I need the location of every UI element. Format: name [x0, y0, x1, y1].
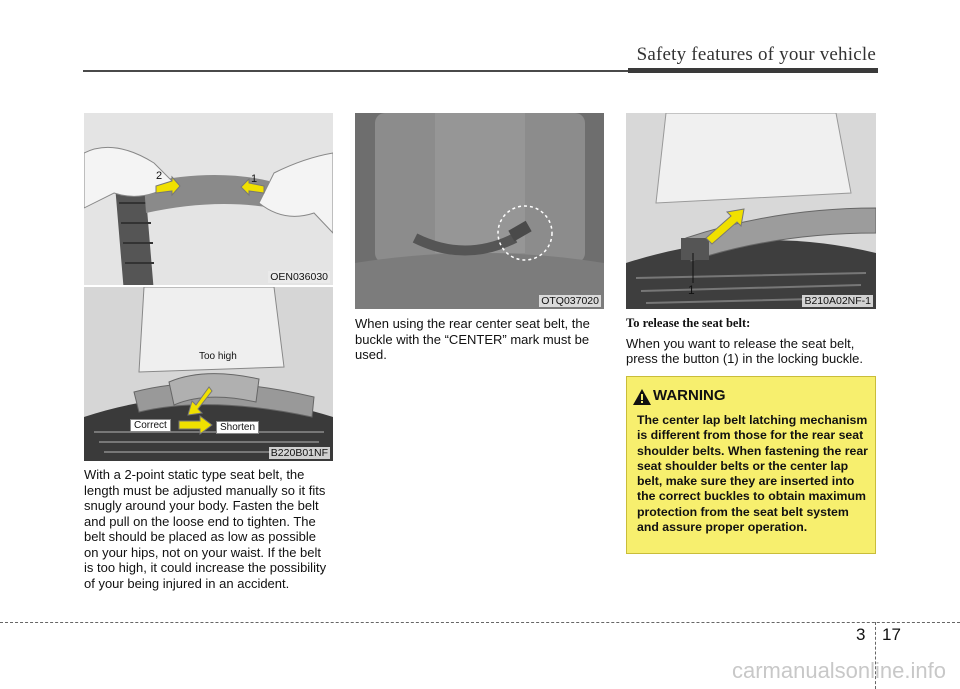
col1-text [84, 467, 334, 591]
warning-text: The center lap belt latching mechanism is different from those for the rear seat shoulder belts. When fastening the rear seat shoulder belts or the center lap belt, make sure they are inserted into the correct buckles to obtain maximum protection from the seat belt system and assure proper operation. [637, 413, 868, 535]
callout-1: 1 [251, 173, 258, 185]
figure-buckle-adjust [84, 113, 333, 285]
page-number: 17 [882, 625, 901, 644]
header-title: Safety features of your vehicle [636, 44, 876, 65]
col1-paragraph: With a 2-point static type seat belt, the length must be adjusted manually so it fits snugly around your body. Fasten the belt and pull on the loose end to tighten. The belt should be placed as low as possible on your hips, not on your waist. If the belt is too high, it could increase the possibility of your being injured in an accident. [84, 467, 327, 591]
rear-seat-illustration [355, 113, 604, 309]
belt-adjust-illustration [84, 113, 333, 285]
figure-code: B210A02NF-1 [804, 295, 871, 307]
col3-paragraph: When you want to release the seat belt, press the button (1) in the locking buckle. [626, 335, 864, 366]
chapter-number: 3 [856, 625, 866, 644]
header-rule-accent [628, 68, 878, 73]
col3-text [626, 316, 877, 367]
callout-1: 1 [688, 283, 695, 297]
figure-code: B220B01NF [270, 447, 328, 459]
watermark: carmanualsonline.info [731, 658, 946, 683]
warning-icon [633, 389, 651, 405]
label-shorten: Shorten [216, 421, 259, 434]
callout-2: 2 [156, 170, 163, 182]
figure-code: OTQ037020 [541, 295, 599, 307]
footer-rule [0, 622, 960, 623]
figure-lap-belt [84, 287, 333, 461]
figure-rear-seat [355, 113, 604, 309]
col2-paragraph: When using the rear center seat belt, the buckle with the “CENTER” mark must be used. [355, 316, 590, 362]
label-too-high: Too high [199, 351, 237, 362]
release-illustration [626, 113, 876, 309]
col3-heading: To release the seat belt: [626, 316, 751, 330]
warning-title: WARNING [653, 387, 726, 404]
col2-text [355, 316, 605, 363]
lap-belt-illustration [84, 287, 333, 461]
warning-box [626, 376, 876, 554]
figure-code: OEN036030 [270, 271, 328, 283]
figure-release-buckle [626, 113, 876, 309]
label-correct: Correct [130, 419, 171, 432]
